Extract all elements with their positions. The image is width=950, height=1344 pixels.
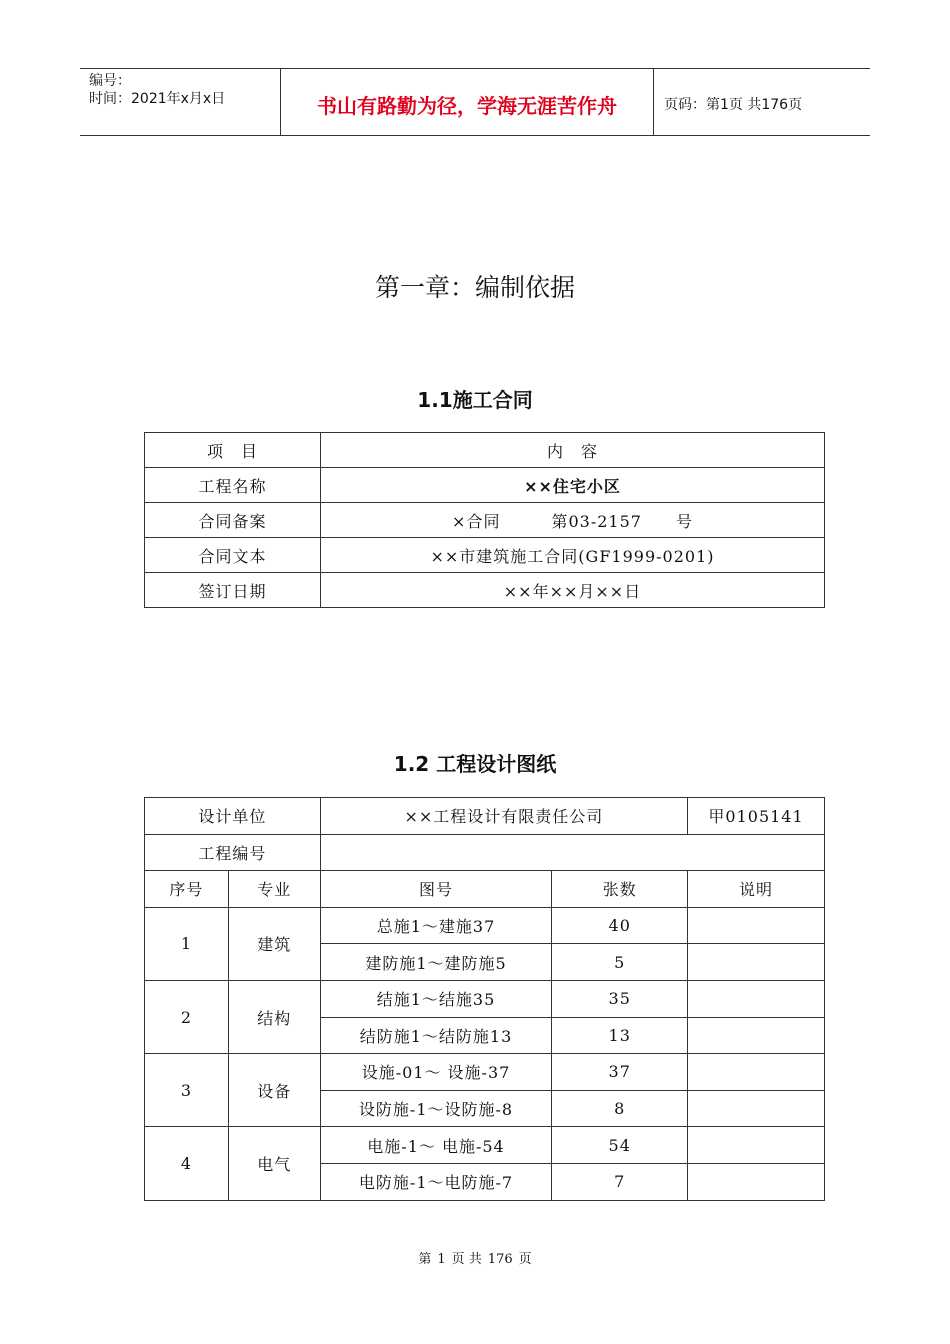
project-name: ××住宅小区	[321, 468, 825, 503]
sheet-count: 7	[552, 1163, 688, 1200]
contract-record: ×合同 第03-2157 号	[321, 503, 825, 538]
drawing-number: 结施1～结施35	[320, 980, 552, 1017]
column-header: 图号	[320, 871, 552, 908]
table-row	[145, 980, 825, 1017]
table-row	[145, 798, 825, 835]
footer-page: 1	[437, 1252, 446, 1267]
column-header: 内 容	[321, 433, 825, 468]
note-cell	[688, 980, 825, 1017]
page-footer	[0, 1248, 950, 1267]
drawings-table	[144, 797, 825, 1201]
sheet-count: 35	[552, 980, 688, 1017]
table-row	[145, 468, 825, 503]
contract-table	[144, 432, 825, 608]
design-unit-code: 甲0105141	[688, 798, 825, 835]
group-number: 2	[145, 980, 229, 1053]
page-header	[80, 68, 870, 136]
drawing-number: 总施1～建施37	[320, 907, 552, 944]
table-row	[145, 573, 825, 608]
contract-text: ××市建筑施工合同(GF1999-0201)	[321, 538, 825, 573]
drawing-number: 电防施-1～电防施-7	[320, 1163, 552, 1200]
group-number: 4	[145, 1127, 229, 1200]
sheet-count: 37	[552, 1054, 688, 1091]
sheet-count: 40	[552, 907, 688, 944]
sign-date: ××年××月××日	[321, 573, 825, 608]
column-header: 专业	[228, 871, 320, 908]
note-cell	[688, 907, 825, 944]
chapter-title: 第一章：编制依据	[374, 273, 575, 302]
project-no-label: 工程编号	[145, 834, 321, 871]
sheet-count: 13	[552, 1017, 688, 1054]
row-label: 合同备案	[145, 503, 321, 538]
table-row	[145, 538, 825, 573]
table-row	[145, 433, 825, 468]
table-row	[145, 834, 825, 871]
table-row	[145, 907, 825, 944]
footer-mid: 页 共	[451, 1252, 482, 1267]
note-cell	[688, 1090, 825, 1127]
group-major: 设备	[228, 1054, 320, 1127]
note-cell	[688, 1054, 825, 1091]
number-label: 编号：	[89, 73, 131, 89]
drawing-number: 结防施1～结防施13	[320, 1017, 552, 1054]
section-title-drawings: 1.2 工程设计图纸	[393, 752, 557, 776]
drawing-number: 设施-01～ 设施-37	[320, 1054, 552, 1091]
note-cell	[688, 1017, 825, 1054]
sheet-count: 8	[552, 1090, 688, 1127]
row-label: 签订日期	[145, 573, 321, 608]
drawing-number: 电施-1～ 电施-54	[320, 1127, 552, 1164]
row-label: 合同文本	[145, 538, 321, 573]
table-row	[145, 1054, 825, 1091]
drawing-number: 设防施-1～设防施-8	[320, 1090, 552, 1127]
section-title-contract: 1.1施工合同	[417, 388, 533, 412]
time-label: 时间：2021年x月x日	[89, 91, 226, 107]
design-unit-value: ××工程设计有限责任公司	[320, 798, 687, 835]
group-major: 建筑	[228, 907, 320, 980]
table-row	[145, 1127, 825, 1164]
group-major: 结构	[228, 980, 320, 1053]
note-cell	[688, 1127, 825, 1164]
column-header: 张数	[552, 871, 688, 908]
group-number: 1	[145, 907, 229, 980]
header-meta	[80, 69, 281, 135]
sheet-count: 5	[552, 944, 688, 981]
design-unit-label: 设计单位	[145, 798, 321, 835]
note-cell	[688, 944, 825, 981]
column-header: 序号	[145, 871, 229, 908]
header-motto: 书山有路勤为径，学海无涯苦作舟	[281, 69, 654, 135]
group-major: 电气	[228, 1127, 320, 1200]
project-no-value	[320, 834, 824, 871]
footer-suffix: 页	[518, 1252, 532, 1267]
group-number: 3	[145, 1054, 229, 1127]
table-row	[145, 503, 825, 538]
table-row	[145, 871, 825, 908]
row-label: 工程名称	[145, 468, 321, 503]
footer-total: 176	[487, 1252, 513, 1267]
sheet-count: 54	[552, 1127, 688, 1164]
drawing-number: 建防施1～建防施5	[320, 944, 552, 981]
column-header: 项 目	[145, 433, 321, 468]
footer-prefix: 第	[418, 1252, 432, 1267]
header-page-info: 页码：第1页 共176页	[664, 97, 803, 113]
note-cell	[688, 1163, 825, 1200]
column-header: 说明	[688, 871, 825, 908]
